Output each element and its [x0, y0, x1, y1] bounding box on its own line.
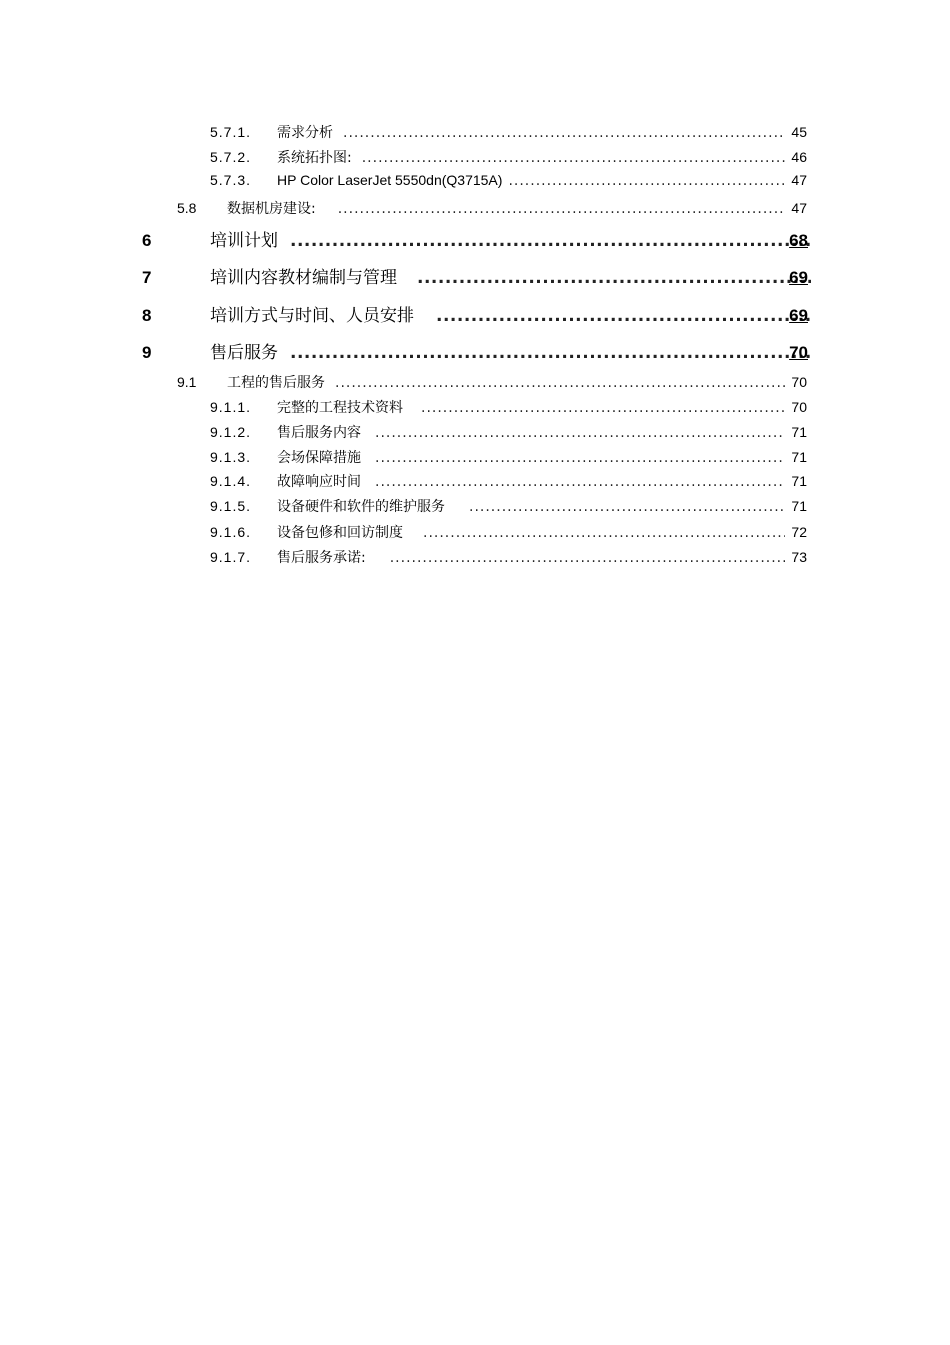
toc-entry[interactable] [210, 422, 807, 442]
toc-entry-title: 故障响应时间 [277, 474, 361, 490]
toc-entry-page: 46 [791, 149, 807, 165]
toc-entry-number: 9.1.4. [210, 473, 252, 489]
toc-entry-page: 69 [789, 306, 808, 325]
dot-leader [362, 150, 786, 166]
toc-entry-title: 数据机房建设: [227, 201, 316, 217]
dot-leader [417, 268, 811, 288]
toc-entry-title: 设备硬件和软件的维护服务 [277, 499, 445, 515]
toc-entry-number: 9.1.5. [210, 498, 252, 514]
dot-leader [423, 525, 785, 541]
toc-entry-page: 47 [791, 200, 807, 216]
toc-entry-title: 会场保障措施 [277, 450, 361, 466]
dot-leader [335, 375, 785, 391]
toc-entry-number: 7 [142, 268, 152, 287]
toc-entry[interactable] [210, 522, 807, 542]
toc-chapter-entry[interactable] [142, 226, 808, 251]
toc-entry[interactable] [210, 397, 807, 417]
toc-entry-title: 系统拓扑图: [277, 150, 352, 166]
toc-entry[interactable] [210, 122, 807, 142]
toc-chapter-entry[interactable] [142, 263, 808, 288]
toc-entry-number: 9.1 [177, 374, 197, 390]
toc-entry-number: 9.1.3. [210, 449, 252, 465]
toc-entry-title: 培训内容教材编制与管理 [210, 268, 397, 288]
toc-entry[interactable] [177, 198, 807, 218]
dot-leader [338, 201, 786, 217]
toc-entry-title: 售后服务内容 [277, 425, 361, 441]
toc-entry[interactable] [210, 172, 807, 189]
dot-leader [436, 306, 811, 326]
toc-entry[interactable] [177, 372, 807, 392]
dot-leader [375, 425, 785, 441]
toc-entry-number: 8 [142, 306, 152, 325]
toc-chapter-entry[interactable] [142, 338, 808, 363]
toc-entry-page: 69 [789, 268, 808, 287]
dot-leader [290, 231, 811, 251]
toc-entry-number: 5.7.3. [210, 172, 252, 188]
toc-entry-number: 5.7.1. [210, 124, 252, 140]
toc-entry-title: 工程的售后服务 [227, 375, 325, 391]
toc-entry-number: 5.7.2. [210, 149, 252, 165]
toc-entry-number: 9.1.6. [210, 524, 252, 540]
toc-entry-number: 9.1.7. [210, 549, 252, 565]
toc-entry-title: 售后服务承诺: [277, 550, 366, 566]
toc-chapter-entry[interactable] [142, 301, 808, 326]
toc-entry-page: 73 [791, 549, 807, 565]
dot-leader [290, 343, 811, 363]
toc-entry-page: 70 [791, 374, 807, 390]
toc-entry-page: 71 [791, 449, 807, 465]
toc-entry-title: 售后服务 [210, 343, 278, 363]
toc-entry-page: 70 [789, 343, 808, 362]
toc-entry-page: 47 [791, 172, 807, 188]
dot-leader [469, 499, 785, 515]
dot-leader [421, 400, 785, 416]
toc-entry[interactable] [210, 447, 807, 467]
toc-entry-page: 71 [791, 424, 807, 440]
toc-entry[interactable] [210, 147, 807, 167]
dot-leader [375, 474, 785, 490]
dot-leader [375, 450, 785, 466]
toc-entry-page: 45 [791, 124, 807, 140]
toc-entry-number: 9.1.1. [210, 399, 252, 415]
toc-entry-number: 6 [142, 231, 152, 250]
toc-entry-number: 9.1.2. [210, 424, 252, 440]
toc-entry-number: 9 [142, 343, 152, 362]
toc-entry-title: 完整的工程技术资料 [277, 400, 403, 416]
toc-entry-page: 72 [791, 524, 807, 540]
toc-entry-title: 需求分析 [277, 125, 333, 141]
toc-entry-title: 培训方式与时间、人员安排 [210, 306, 414, 326]
dot-leader [343, 125, 785, 141]
toc-entry-page: 71 [791, 498, 807, 514]
toc-entry[interactable] [210, 547, 807, 567]
toc-entry[interactable] [210, 471, 807, 491]
toc-entry-title: HP Color LaserJet 5550dn(Q3715A) [277, 172, 503, 188]
toc-entry-number: 5.8 [177, 200, 197, 216]
toc-entry[interactable] [210, 496, 807, 516]
dot-leader [390, 550, 786, 566]
toc-entry-title: 培训计划 [210, 231, 278, 251]
toc-entry-page: 70 [791, 399, 807, 415]
dot-leader [508, 173, 785, 189]
toc-entry-title: 设备包修和回访制度 [277, 525, 403, 541]
toc-entry-page: 68 [789, 231, 808, 250]
toc-entry-page: 71 [791, 473, 807, 489]
